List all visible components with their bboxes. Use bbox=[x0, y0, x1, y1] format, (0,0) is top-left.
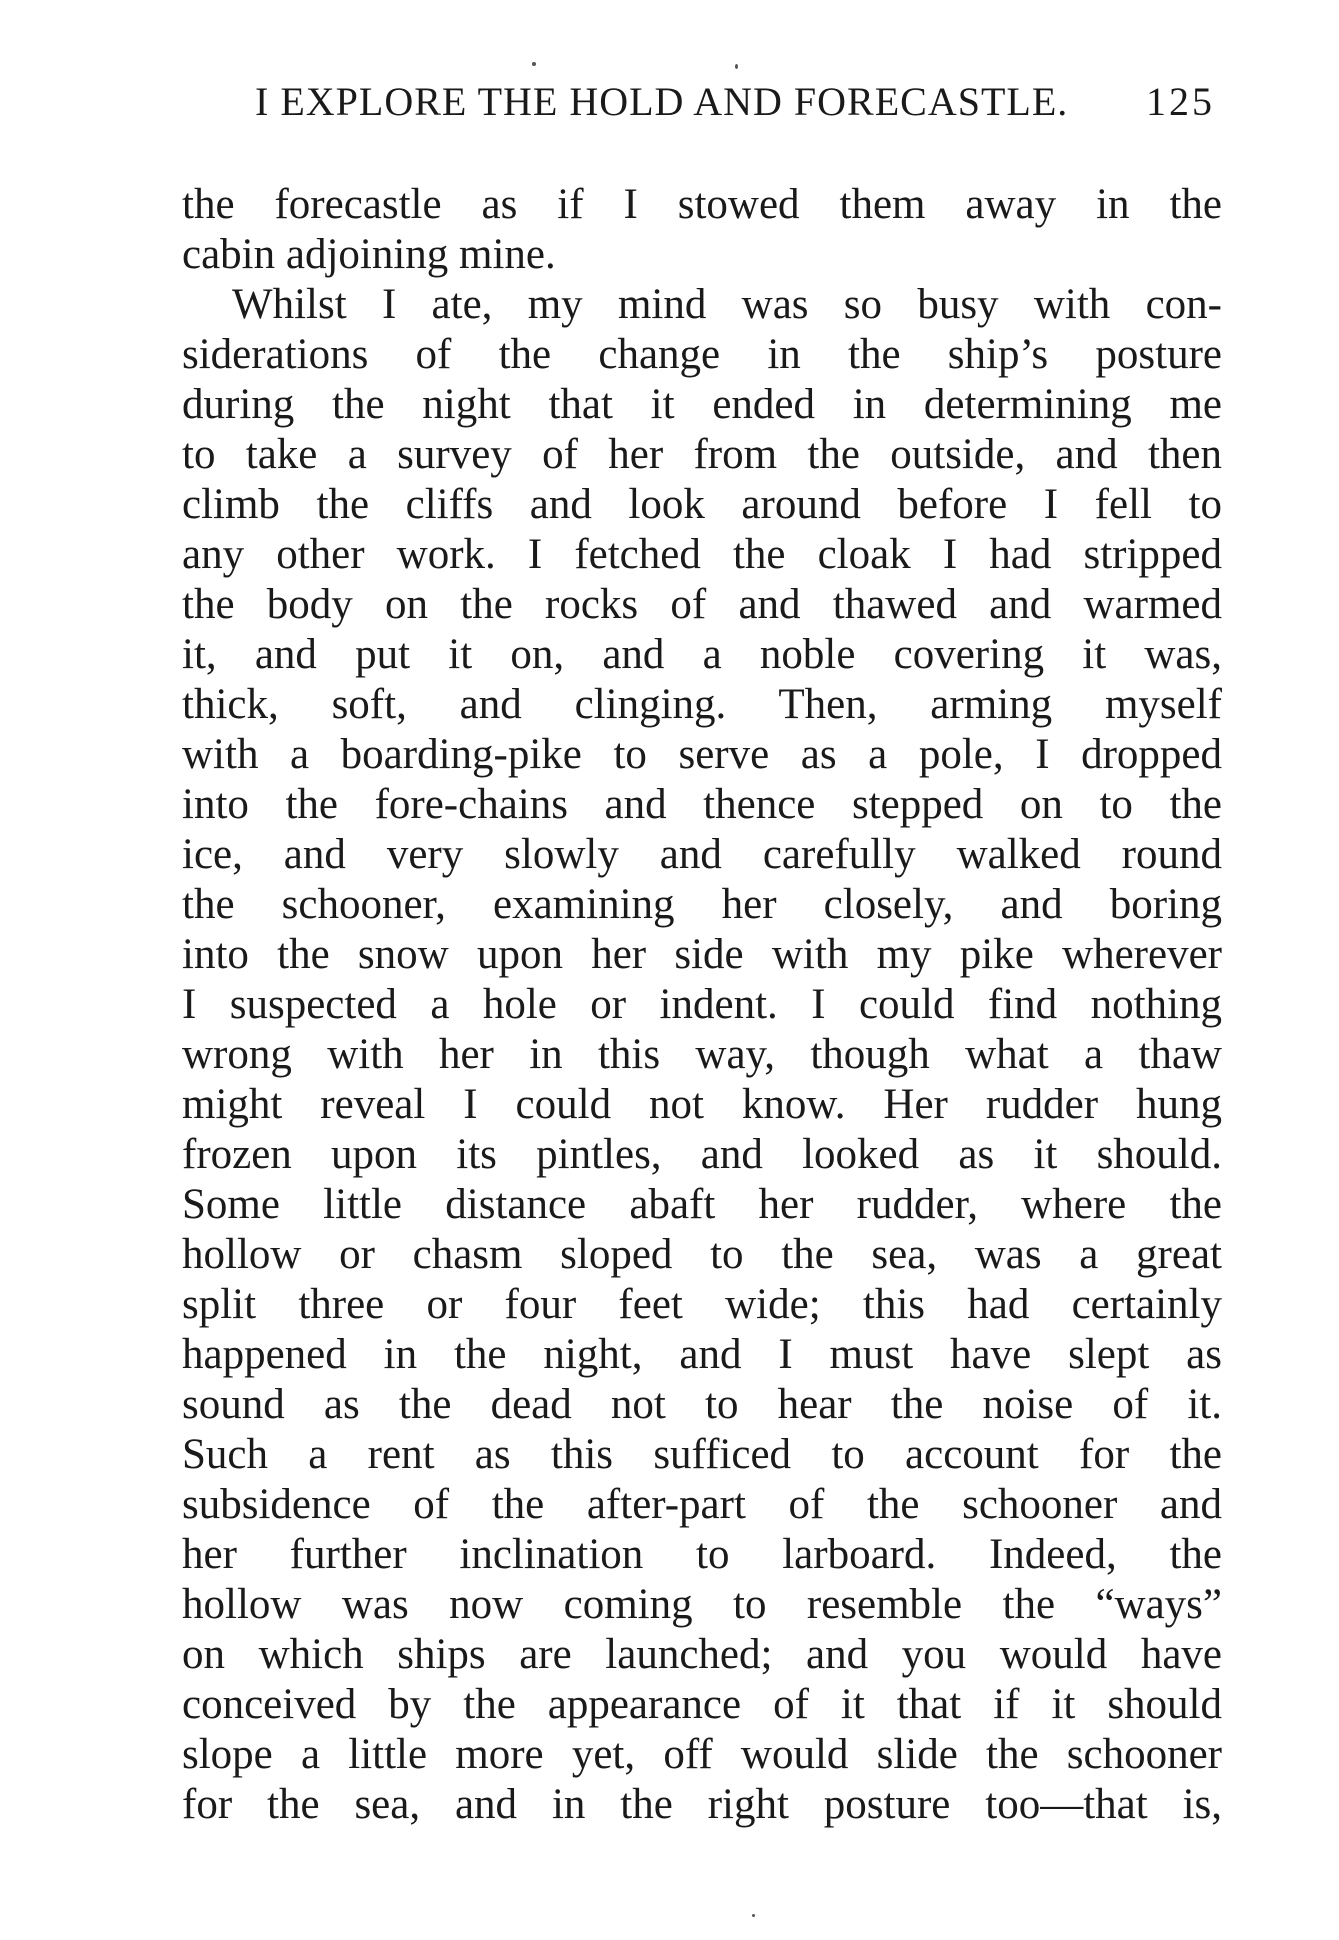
print-speck bbox=[735, 64, 738, 69]
text-line: for the sea, and in the right posture too—that is, bbox=[182, 1781, 1222, 1828]
print-speck bbox=[752, 1914, 755, 1917]
text-line: climb the cliffs and look around before I fell to bbox=[182, 481, 1222, 528]
text-line: Such a rent as this sufficed to account for the bbox=[182, 1431, 1222, 1478]
text-line: I suspected a hole or indent. I could find nothing bbox=[182, 981, 1222, 1028]
text-line: might reveal I could not know. Her rudder hung bbox=[182, 1081, 1222, 1128]
text-line: split three or four feet wide; this had certainly bbox=[182, 1281, 1222, 1328]
text-line: happened in the night, and I must have slept as bbox=[182, 1331, 1222, 1378]
text-line: the schooner, examining her closely, and boring bbox=[182, 881, 1222, 928]
text-line: into the snow upon her side with my pike wherever bbox=[182, 931, 1222, 978]
text-line: the body on the rocks of and thawed and warmed bbox=[182, 581, 1222, 628]
text-line: hollow or chasm sloped to the sea, was a great bbox=[182, 1231, 1222, 1278]
text-line: hollow was now coming to resemble the “ways” bbox=[182, 1581, 1222, 1628]
text-line: her further inclination to larboard. Indeed, the bbox=[182, 1531, 1222, 1578]
text-line: into the fore-chains and thence stepped on to the bbox=[182, 781, 1222, 828]
print-speck bbox=[532, 62, 536, 66]
text-line: frozen upon its pintles, and looked as it should. bbox=[182, 1131, 1222, 1178]
text-line: during the night that it ended in determining me bbox=[182, 381, 1222, 428]
text-line: sound as the dead not to hear the noise of it. bbox=[182, 1381, 1222, 1428]
text-line: with a boarding-pike to serve as a pole, I dropped bbox=[182, 731, 1222, 778]
text-line: to take a survey of her from the outside, and then bbox=[182, 431, 1222, 478]
chapter-title: I EXPLORE THE HOLD AND FORECASTLE. bbox=[255, 79, 1069, 124]
page-number: 125 bbox=[1146, 79, 1215, 124]
text-line: on which ships are launched; and you would have bbox=[182, 1631, 1222, 1678]
running-head bbox=[255, 72, 1215, 132]
text-line: thick, soft, and clinging. Then, arming myself bbox=[182, 681, 1222, 728]
text-line: Some little distance abaft her rudder, where the bbox=[182, 1181, 1222, 1228]
body-text bbox=[182, 180, 1222, 1830]
text-line: it, and put it on, and a noble covering it was, bbox=[182, 631, 1222, 678]
text-line: wrong with her in this way, though what a thaw bbox=[182, 1031, 1222, 1078]
text-line: cabin adjoining mine. bbox=[182, 231, 556, 278]
text-line: ice, and very slowly and carefully walked round bbox=[182, 831, 1222, 878]
text-line: Whilst I ate, my mind was so busy with con- bbox=[232, 281, 1222, 328]
text-line: subsidence of the after-part of the schooner and bbox=[182, 1481, 1222, 1528]
text-line: any other work. I fetched the cloak I had stripped bbox=[182, 531, 1222, 578]
text-line: conceived by the appearance of it that if it should bbox=[182, 1681, 1222, 1728]
text-line: siderations of the change in the ship’s posture bbox=[182, 331, 1222, 378]
text-line: the forecastle as if I stowed them away in the bbox=[182, 181, 1222, 228]
text-line: slope a little more yet, off would slide the schooner bbox=[182, 1731, 1222, 1778]
